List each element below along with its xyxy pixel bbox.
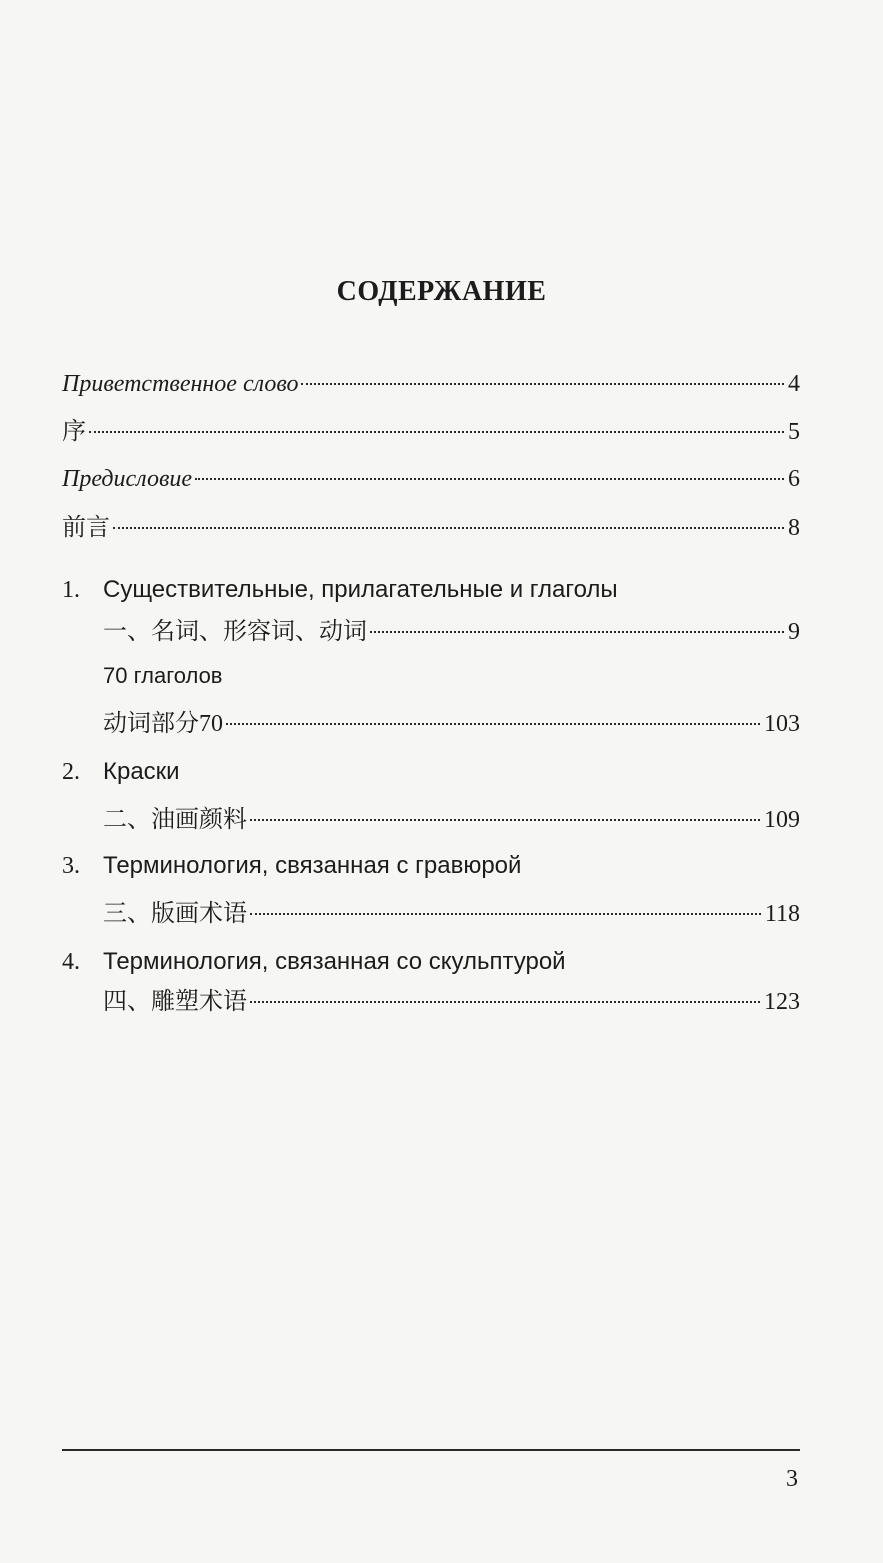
toc-entry-verbs-70 <box>103 706 800 742</box>
toc-entry-label: 序 <box>62 419 86 445</box>
dot-leader <box>226 723 760 725</box>
dot-leader <box>195 478 784 480</box>
toc-entry-section-2 <box>103 802 800 838</box>
toc-entry-page: 9 <box>788 619 800 645</box>
section-heading-4 <box>62 944 566 980</box>
toc-entry-label: 前言 <box>62 515 110 541</box>
section-heading-1 <box>62 572 618 608</box>
toc-entry-label: 三、版画术语 <box>103 901 247 927</box>
toc-entry-xu <box>62 414 800 450</box>
section-heading-text: Краски <box>103 758 180 785</box>
toc-entry-label: 动词部分70 <box>103 711 223 737</box>
dot-leader <box>89 431 784 433</box>
dot-leader <box>250 819 760 821</box>
dot-leader <box>250 913 761 915</box>
toc-entry-page: 5 <box>788 419 800 445</box>
toc-entry-page: 123 <box>764 989 800 1015</box>
toc-entry-label: 一、名词、形容词、动词 <box>103 619 367 645</box>
toc-title: СОДЕРЖАНИЕ <box>336 276 547 307</box>
toc-entry-label: Приветственное слово <box>62 371 299 397</box>
toc-entry-page: 8 <box>788 515 800 541</box>
section-number: 1. <box>62 577 80 603</box>
section-heading-2 <box>62 754 180 790</box>
section-heading-text: Терминология, связанная с гравюрой <box>103 852 522 879</box>
toc-entry-page: 109 <box>764 807 800 833</box>
toc-entry-section-4 <box>103 984 800 1020</box>
toc-entry-section-3 <box>103 896 800 932</box>
toc-entry-page: 118 <box>764 901 800 927</box>
toc-entry-label: 二、油画颜料 <box>103 807 247 833</box>
dot-leader <box>370 631 784 633</box>
toc-entry-page: 4 <box>788 371 800 397</box>
toc-entry-page: 103 <box>764 711 800 737</box>
toc-entry-page: 6 <box>788 466 800 492</box>
toc-entry-welcome <box>62 366 800 402</box>
toc-entry-qianyan <box>62 510 800 546</box>
footer-rule <box>62 1449 800 1451</box>
section-heading-text: Терминология, связанная со скульптурой <box>103 948 566 975</box>
toc-entry-section-1 <box>103 614 800 650</box>
section-number: 4. <box>62 949 80 975</box>
section-heading-text: Существительные, прилагательные и глаголы <box>103 576 618 603</box>
page-number: 3 <box>786 1466 798 1492</box>
dot-leader <box>250 1001 760 1003</box>
section-number: 3. <box>62 853 80 879</box>
dot-leader <box>301 383 784 385</box>
section-subheading: 70 глаголов <box>103 663 223 688</box>
toc-entry-preface <box>62 461 800 497</box>
toc-entry-label: Предисловие <box>62 466 193 492</box>
toc-entry-label: 四、雕塑术语 <box>103 989 247 1015</box>
section-number: 2. <box>62 759 80 785</box>
section-heading-3 <box>62 848 521 884</box>
dot-leader <box>113 527 784 529</box>
